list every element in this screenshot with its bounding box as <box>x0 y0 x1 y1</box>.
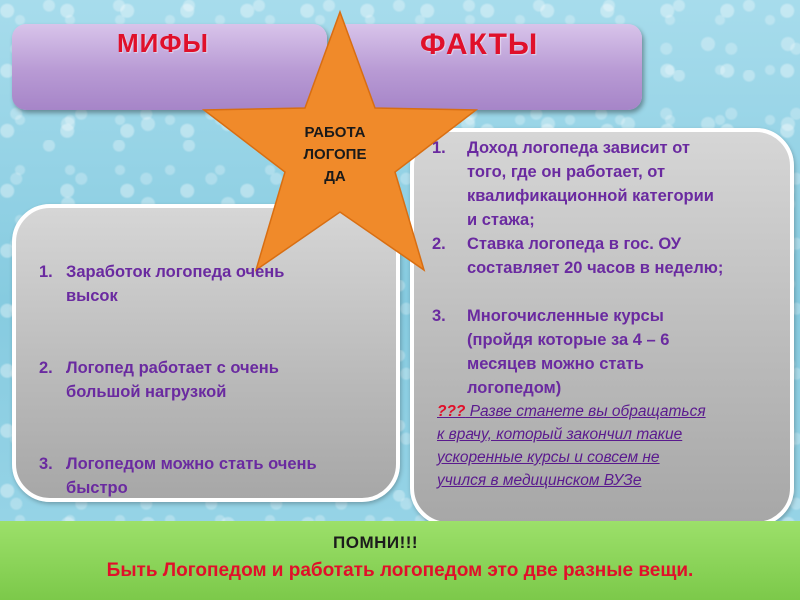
question-line: учился в медицинском ВУЗе <box>437 472 642 489</box>
fact-text-line: Многочисленные курсы <box>467 307 664 325</box>
fact-text-line: и стажа; <box>467 211 535 229</box>
question-line: к врачу, который закончил такие <box>437 426 683 443</box>
star-label <box>285 122 385 188</box>
fact-item-1 <box>432 136 777 232</box>
myth-text-line: Заработок логопеда очень <box>66 263 285 281</box>
list-number: 3. <box>39 455 53 473</box>
fact-text-line: Доход логопеда зависит от <box>467 139 690 157</box>
star-label-line: РАБОТА <box>304 124 366 141</box>
fact-text-line: логопедом) <box>467 379 562 397</box>
star-label-line: ЛОГОПЕ <box>303 146 367 163</box>
rhetorical-question <box>437 400 777 492</box>
fact-text-line: (пройдя которые за 4 – 6 <box>467 331 670 349</box>
footer-slogan: Быть Логопедом и работать логопедом это две разные вещи. <box>106 560 694 581</box>
list-number: 3. <box>432 307 446 325</box>
myth-item-1 <box>39 260 396 308</box>
myth-text-line: быстро <box>66 479 128 497</box>
fact-item-2 <box>432 232 777 280</box>
question-line: Разве станете вы обращаться <box>465 403 706 420</box>
fact-text-line: того, где он работает, от <box>467 163 666 181</box>
list-number: 1. <box>39 263 53 281</box>
fact-text-line: квалификационной категории <box>467 187 714 205</box>
myths-header-label: МИФЫ <box>117 28 209 58</box>
fact-item-3 <box>432 304 777 400</box>
question-marks: ??? <box>437 403 466 420</box>
list-number: 1. <box>432 139 446 157</box>
star-label-line: ДА <box>324 168 346 185</box>
myth-text-line: большой нагрузкой <box>66 383 227 401</box>
list-number: 2. <box>39 359 53 377</box>
facts-header-label: ФАКТЫ <box>420 28 539 61</box>
list-number: 2. <box>432 235 446 253</box>
myth-item-3 <box>39 452 396 500</box>
fact-text-line: составляет 20 часов в неделю; <box>467 259 724 277</box>
myth-text-line: Логопед работает с очень <box>66 359 279 377</box>
question-line: ускоренные курсы и совсем не <box>437 449 660 466</box>
myth-text-line: Логопедом можно стать очень <box>66 455 317 473</box>
myth-text-line: высок <box>66 287 118 305</box>
fact-text-line: Ставка логопеда в гос. ОУ <box>467 235 682 253</box>
myth-item-2 <box>39 356 396 404</box>
fact-text-line: месяцев можно стать <box>467 355 644 373</box>
remember-heading: ПОМНИ!!! <box>333 533 419 552</box>
